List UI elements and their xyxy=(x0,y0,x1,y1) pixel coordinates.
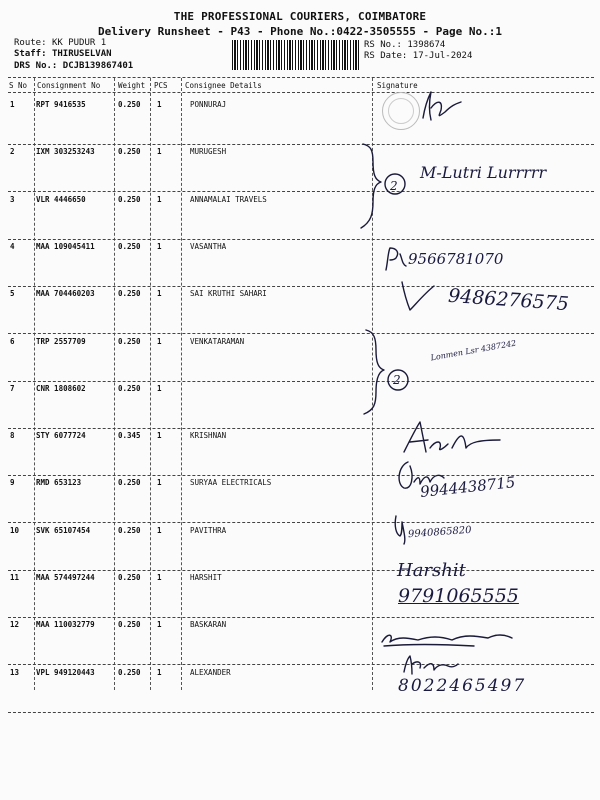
row-consignee: SAI KRUTHI SAHARI xyxy=(190,289,267,299)
row-weight: 0.250 xyxy=(118,289,141,299)
row-separator xyxy=(8,191,594,192)
row-separator xyxy=(8,712,594,713)
row-sno: 1 xyxy=(10,100,15,109)
row-consignee: BASKARAN xyxy=(190,620,227,630)
barcode xyxy=(232,40,360,70)
phone-row-4: 9566781070 xyxy=(408,250,504,268)
table-top-rule xyxy=(8,77,594,78)
row-pcs: 1 xyxy=(157,336,162,346)
col-sep-4 xyxy=(181,78,182,690)
rs-date-label: RS Date: xyxy=(364,51,408,61)
row-separator xyxy=(8,664,594,665)
group-2-3-name: M-Lutri Lurrrrr xyxy=(420,163,547,182)
row-sno: 3 xyxy=(10,194,15,204)
row-consignment: RMD 653123 xyxy=(36,478,82,488)
row-pcs: 1 xyxy=(157,100,162,109)
row-consignment: SVK 65107454 xyxy=(36,525,91,535)
row-consignment: RPT 9416535 xyxy=(36,100,86,109)
row-consignment: IXM 303253243 xyxy=(36,147,95,157)
row-weight: 0.250 xyxy=(118,100,141,109)
row-consignment: VPL 949120443 xyxy=(36,667,95,677)
row-sno: 9 xyxy=(10,478,15,488)
row-separator xyxy=(8,239,594,240)
row-consignment: TRP 2557709 xyxy=(36,336,86,346)
col-header-weight: Weight xyxy=(118,81,146,90)
name-row-11: Harshit xyxy=(397,560,466,581)
row-consignment: MAA 109045411 xyxy=(36,241,95,251)
phone-row-10: 9940865820 xyxy=(407,524,472,541)
route-line xyxy=(14,38,106,48)
col-header-signature: Signature xyxy=(377,81,418,90)
row-weight: 0.250 xyxy=(118,194,141,204)
rs-no-value: 1398674 xyxy=(407,40,446,50)
row-separator xyxy=(8,617,594,618)
staff-value: THIRUSELVAN xyxy=(51,49,112,59)
row-consignee: SURYAA ELECTRICALS xyxy=(190,478,272,488)
row-consignee: MURUGESH xyxy=(190,147,227,157)
col-header-pcs: PCS xyxy=(154,81,168,90)
row-pcs: 1 xyxy=(157,573,162,582)
row-separator xyxy=(8,333,594,334)
row-weight: 0.250 xyxy=(118,667,141,677)
row-pcs: 1 xyxy=(157,620,162,630)
header-bottom-rule xyxy=(8,92,594,93)
row-weight: 0.250 xyxy=(118,525,141,535)
row-weight: 0.250 xyxy=(118,336,141,346)
col-sep-1 xyxy=(34,78,35,690)
row-sno: 5 xyxy=(10,289,15,299)
signature-row-5 xyxy=(398,278,448,318)
row-consignee: VASANTHA xyxy=(190,241,227,251)
row-pcs: 1 xyxy=(157,478,162,488)
staff-label: Staff: xyxy=(14,49,47,59)
group-6-7-note: Lonmen Lsr 4387242 xyxy=(429,338,517,363)
group-2-3-count: 2 xyxy=(390,179,398,193)
col-header-consignment: Consignment No xyxy=(37,81,101,90)
company-title: THE PROFESSIONAL COURIERS, COIMBATORE xyxy=(173,10,427,23)
row-consignment: MAA 574497244 xyxy=(36,573,95,582)
group-6-7-count: 2 xyxy=(393,373,401,387)
route-value: KK PUDUR 1 xyxy=(51,38,107,48)
row-consignee: VENKATARAMAN xyxy=(190,336,245,346)
row-pcs: 1 xyxy=(157,194,162,204)
row-consignee: ANNAMALAI TRAVELS xyxy=(190,194,267,204)
rs-date-value: 17-Jul-2024 xyxy=(412,51,473,61)
row-pcs: 1 xyxy=(157,241,162,251)
drs-value: DCJB139867401 xyxy=(62,61,134,71)
row-consignee: PONNURAJ xyxy=(190,100,227,109)
row-pcs: 1 xyxy=(157,431,162,441)
row-separator xyxy=(8,522,594,523)
row-sno: 11 xyxy=(10,573,20,582)
signature-row-13 xyxy=(400,652,460,678)
row-weight: 0.250 xyxy=(118,383,141,393)
col-header-sno: S No xyxy=(9,81,28,90)
row-separator xyxy=(8,144,594,145)
col-sep-3 xyxy=(150,78,151,690)
signature-row-1 xyxy=(415,88,465,128)
row-consignee: PAVITHRA xyxy=(190,525,227,535)
row-weight: 0.250 xyxy=(118,478,141,488)
row-sno: 13 xyxy=(10,667,20,677)
signature-row-8 xyxy=(400,418,510,460)
drs-label: DRS No.: xyxy=(14,61,58,71)
staff-line xyxy=(14,49,112,59)
row-sno: 7 xyxy=(10,383,15,393)
row-separator xyxy=(8,570,594,571)
row-weight: 0.250 xyxy=(118,241,141,251)
row-pcs: 1 xyxy=(157,289,162,299)
phone-row-5: 9486276575 xyxy=(447,284,570,316)
row-weight: 0.345 xyxy=(118,431,141,441)
row-weight: 0.250 xyxy=(118,147,141,157)
row-pcs: 1 xyxy=(157,147,162,157)
row-consignment: STY 6077724 xyxy=(36,431,86,441)
row-consignment: MAA 704460203 xyxy=(36,289,95,299)
row-sno: 8 xyxy=(10,431,15,441)
signature-row-12 xyxy=(378,628,518,654)
row-consignee: ALEXANDER xyxy=(190,667,231,677)
row-consignee: KRISHNAN xyxy=(190,431,227,441)
row-consignee: HARSHIT xyxy=(190,573,222,582)
row-pcs: 1 xyxy=(157,667,162,677)
rs-date-line xyxy=(364,51,472,61)
runsheet-title: Delivery Runsheet - P43 - Phone No.:0422-3505555 - Page No.:1 xyxy=(98,25,502,38)
row-separator xyxy=(8,381,594,382)
row-sno: 4 xyxy=(10,241,15,251)
phone-row-11: 9791065555 xyxy=(398,585,519,607)
route-label: Route: xyxy=(14,38,47,48)
col-sep-2 xyxy=(114,78,115,690)
rs-no-label: RS No.: xyxy=(364,40,402,50)
brace-rows-2-3 xyxy=(355,140,415,232)
row-consignment: MAA 110032779 xyxy=(36,620,95,630)
brace-rows-6-7 xyxy=(358,326,418,418)
row-separator xyxy=(8,286,594,287)
phone-row-13: 8022465497 xyxy=(398,676,527,696)
row-sno: 2 xyxy=(10,147,15,157)
row-pcs: 1 xyxy=(157,383,162,393)
rs-no-line xyxy=(364,40,445,50)
phone-row-9: 9944438715 xyxy=(419,473,517,501)
row-sno: 12 xyxy=(10,620,20,630)
row-weight: 0.250 xyxy=(118,573,141,582)
row-sno: 10 xyxy=(10,525,20,535)
row-consignment: VLR 4446650 xyxy=(36,194,86,204)
row-weight: 0.250 xyxy=(118,620,141,630)
row-pcs: 1 xyxy=(157,525,162,535)
drs-line xyxy=(14,61,133,71)
col-header-consignee: Consignee Details xyxy=(185,81,262,90)
row-consignment: CNR 1808602 xyxy=(36,383,86,393)
row-sno: 6 xyxy=(10,336,15,346)
